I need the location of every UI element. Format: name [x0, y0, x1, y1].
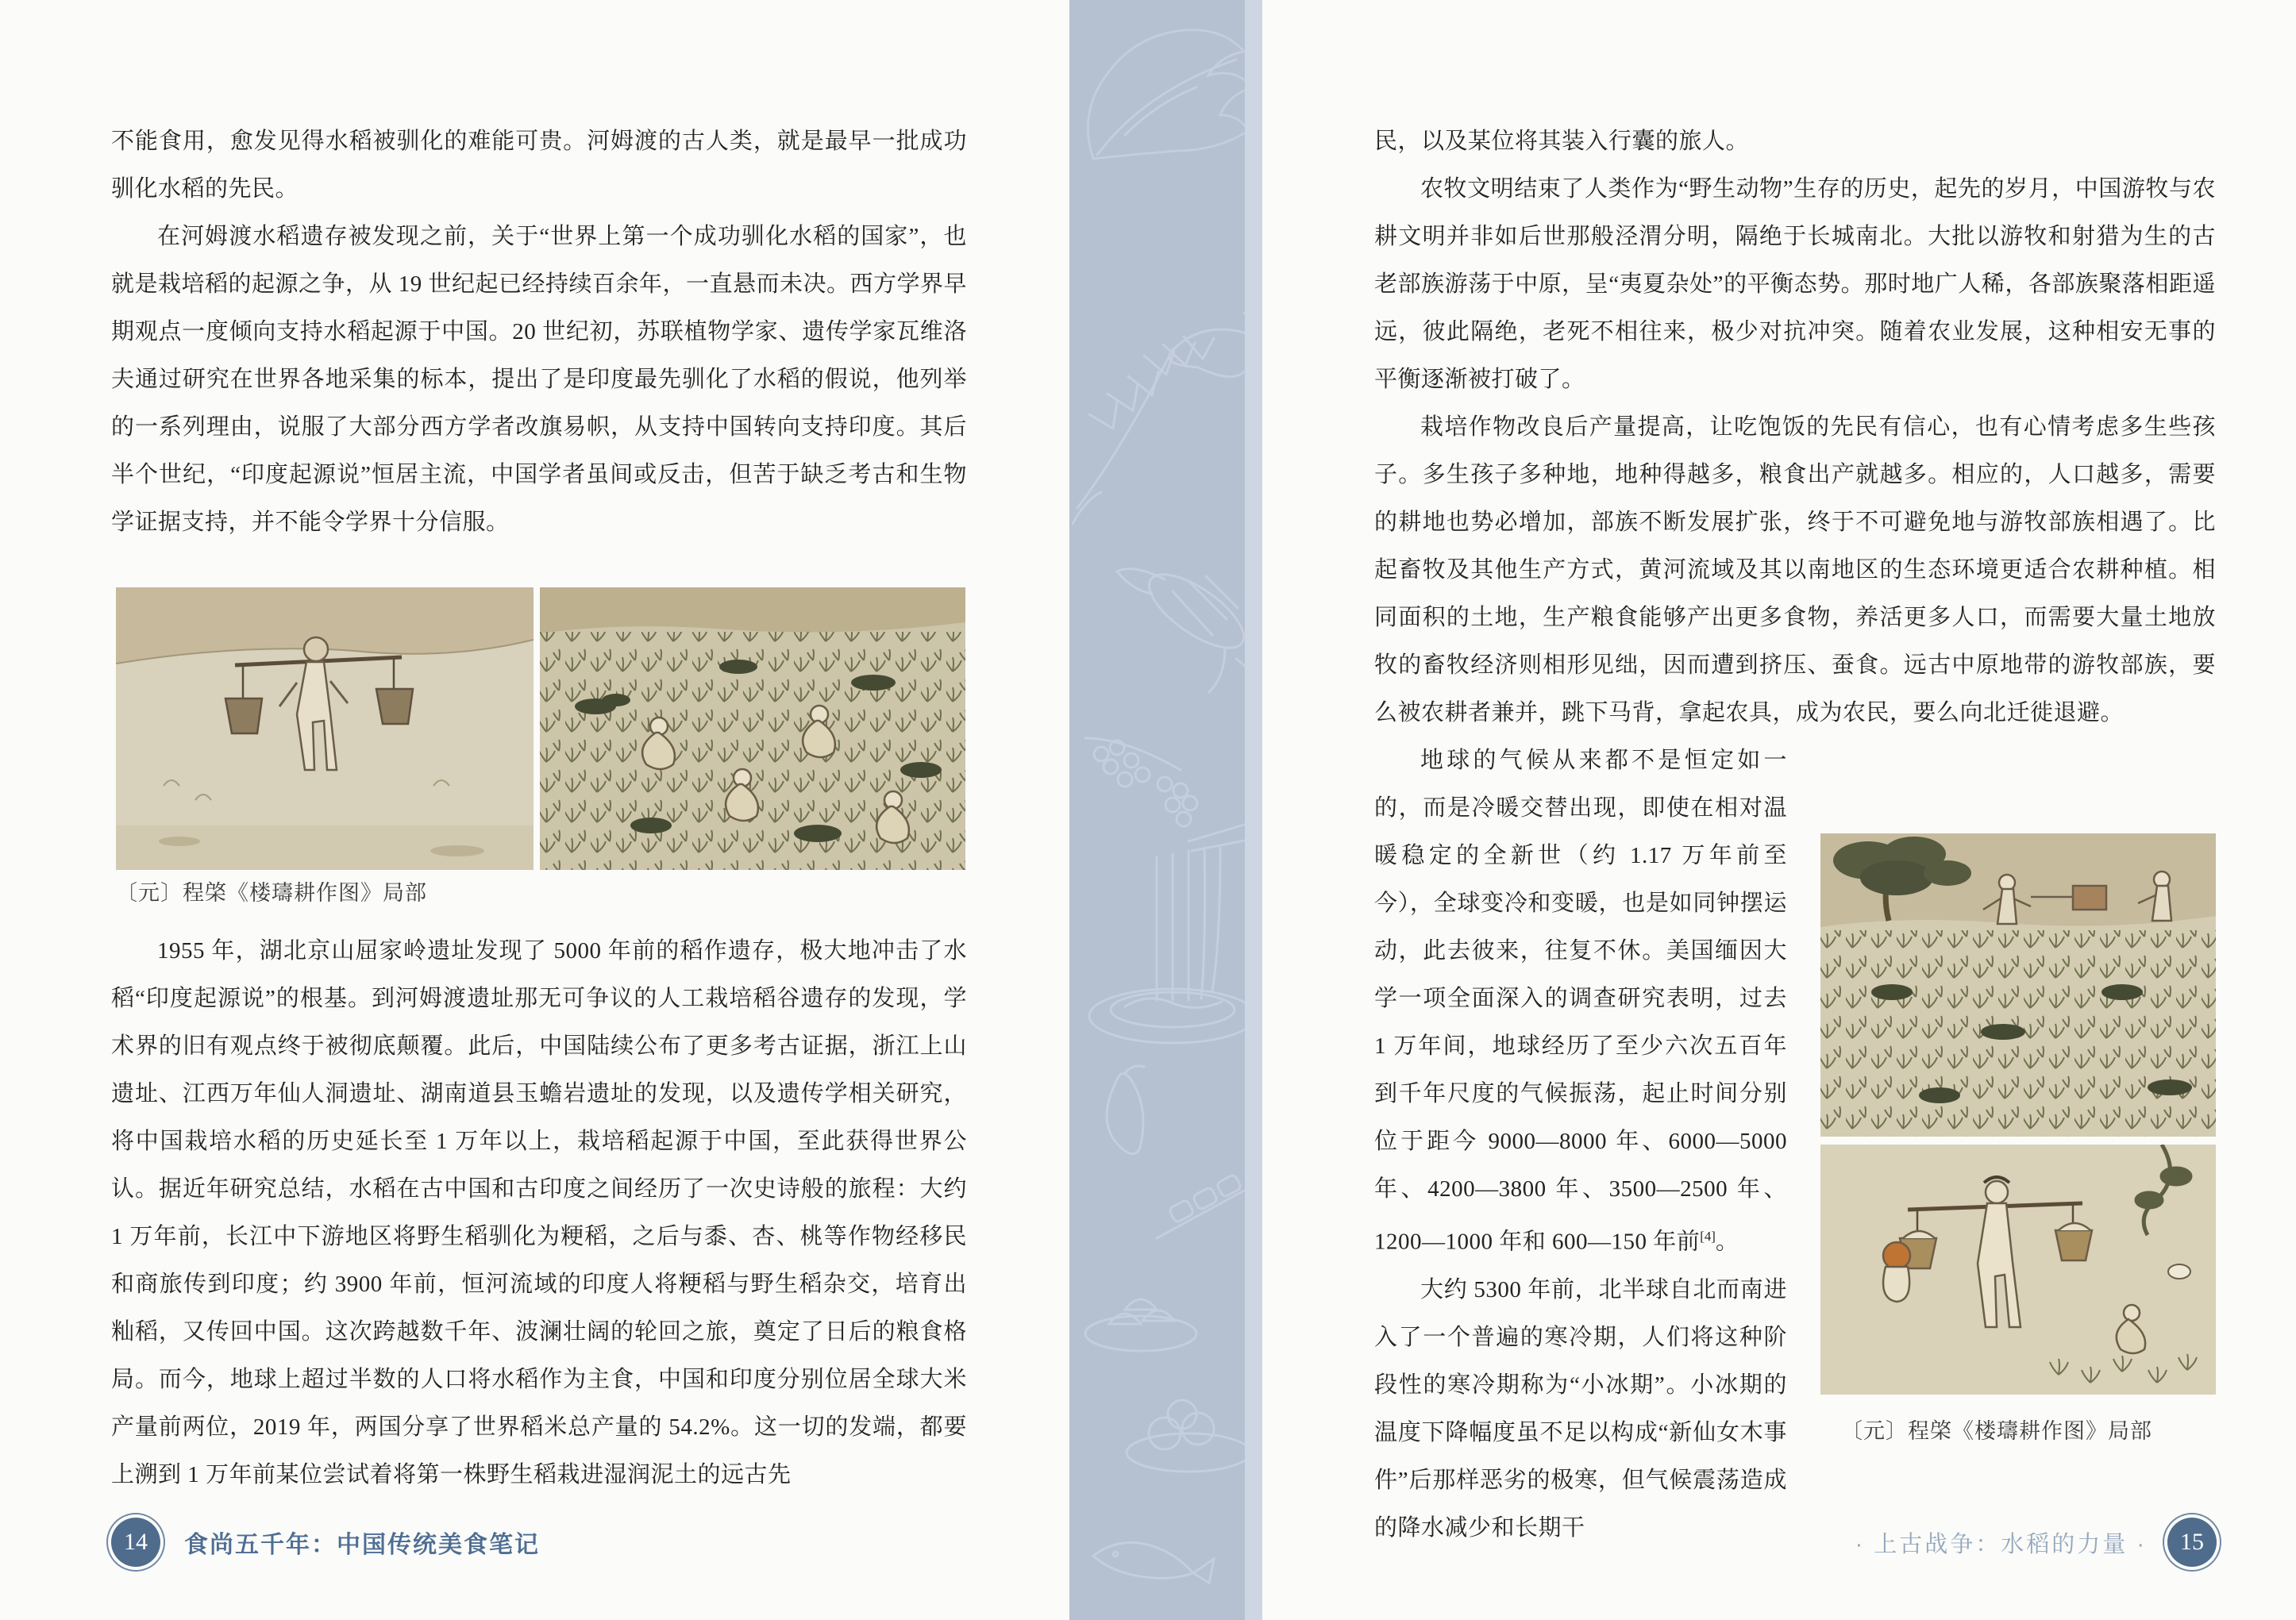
- paragraph: 在河姆渡水稻遗存被发现之前，关于“世界上第一个成功驯化水稻的国家”，也就是栽培稻的起源之争，从 19 世纪起已经持续百余年，一直悬而未决。西方学界早期观点一度倾向支持水稻起源于中国。20 世纪初，苏联植物学家、遗传学家瓦维洛夫通过研究在世界各地采集的标本，提出了是印度最先驯化了水稻的假说，他列举的一系列理由，说服了大部分西方学者改旗易帜，从支持中国转向支持印度。其后半个世纪，“印度起源说”恒居主流，中国学者虽间或反击，但苦于缺乏考古和生物学证据支持，并不能令学界十分信服。: [111, 224, 968, 535]
- chapter-title: · 上古战争：水稻的力量 ·: [1855, 1531, 2147, 1557]
- painting-panel-field-tree: [1820, 833, 2216, 1137]
- paragraph: 农牧文明结束了人类作为“野生动物”生存的历史，起先的岁月，中国游牧与农耕文明并非如后世那般泾渭分明，隔绝于长城南北。大批以游牧和射猎为生的古老部族游荡于中原，呈“夷夏杂处”的平衡态势。那时地广人稀，各部族聚落相距遥远，彼此隔绝，老死不相往来，极少对抗冲突。随着农业发展，这种相安无事的平衡逐渐被打破了。: [1374, 176, 2216, 392]
- footnote-ref: [4]: [1700, 1229, 1716, 1244]
- noodles-bowl-icon: [1089, 822, 1257, 1043]
- grapes-icon: [1085, 738, 1197, 826]
- right-page-text: [1374, 117, 2216, 1552]
- book-title: 食尚五千年：中国传统美食笔记: [184, 1532, 540, 1558]
- skewers-icon: [1157, 1174, 1244, 1238]
- page-number-badge: 15: [2167, 1518, 2217, 1567]
- chili-icon: [1166, 313, 1255, 385]
- lettuce-icon: [1088, 30, 1252, 159]
- dumplings-icon: [1085, 1299, 1196, 1351]
- paragraph-text: 。: [1715, 1229, 1739, 1255]
- spine-decor-band: [1069, 0, 1262, 1620]
- child-figure: [1883, 1242, 1910, 1302]
- right-page-footer: [1747, 1518, 2217, 1567]
- right-figure-caption: 〔元〕程棨《楼璹耕作图》局部: [1841, 1419, 2152, 1443]
- paragraph: 1955 年，湖北京山屈家岭遗址发现了 5000 年前的稻作遗存，极大地冲击了水稻“印度起源说”的根基。到河姆渡遗址那无可争议的人工栽培稻谷遗存的发现，学术界的旧有观点终于被彻底颠覆。此后，中国陆续公布了更多考古证据，浙江上山遗址、江西万年仙人洞遗址、湖南道县玉蟾岩遗址的发现，以及遗传学相关研究，将中国栽培水稻的历史延长至 1 万年以上，栽培稻起源于中国，至此获得世界公认。据近年研究总结，水稻在古中国和古印度之间经历了一次史诗般的旅程：大约 1 万年前，长江中下游地区将野生稻驯化为粳稻，之后与黍、杏、桃等作物经移民和商旅传到印度；约 3900 年前，恒河流域的印度人将粳稻与野生稻杂交，培育出籼稻，又传回中国。这次跨越数千年、波澜壮阔的轮回之旅，奠定了日后的粮食格局。而今，地球上超过半数的人口将水稻作为主食，中国和印度分别位居全球大米产量前两位，2019 年，两国分享了世界稻米总产量的 54.2%。这一切的发端，都要上溯到 1 万年前某位尝试着将第一株野生稻栽进湿润泥土的远古先: [111, 938, 967, 1487]
- buns-plate-icon: [1127, 1400, 1250, 1472]
- paragraph: 大约 5300 年前，北半球自北而南进入了一个普遍的寒冷期，人们将这种阶段性的寒冷期称为“小冰期”。小冰期的温度下降幅度虽不足以构成“新仙女木事件”后那样恶劣的极寒，但气候震荡造成的降水减少和长期干: [1374, 1276, 1787, 1541]
- paragraph-text: 地球的气候从来都不是恒定如一的，而是冷暖交替出现，即使在相对温暖稳定的全新世（约 1.17 万年前至今），全球变冷和变暖，也是如同钟摆运动，此去彼来，往复不休。美国缅因大学一项全面深入的调查研究表明，过去 1 万年间，地球经历了至少六次五百年到千年尺度的气候振荡，起止时间分别位于距今 9000—8000 年、6000—5000 年、4200—3800 年、3500—2500 年、1200—1000 年和 600—150 年前: [1374, 748, 1787, 1255]
- left-figure-caption: 〔元〕程棨《楼璹耕作图》局部: [116, 881, 427, 905]
- fish-icon: [1093, 1542, 1214, 1583]
- painting-panel-farmer: [116, 587, 534, 870]
- painting-panel-carrier: [1820, 1145, 2216, 1395]
- paragraph: 不能食用，愈发见得水稻被驯化的难能可贵。河姆渡的古人类，就是最早一批成功驯化水稻的先民。: [111, 129, 967, 202]
- white-animal: [2168, 1264, 2190, 1279]
- corn-icon: [1117, 561, 1254, 698]
- paragraph: 民，以及某位将其装入行囊的旅人。: [1374, 129, 1750, 154]
- right-painting-float: [1787, 833, 2216, 1521]
- wheat-icon: [1073, 337, 1214, 524]
- paragraph: 栽培作物改良后产量提高，让吃饱饭的先民有信心，也有心情考虑多生些孩子。多生孩子多种地，地种得越多，粮食出产就越多。相应的，人口越多，需要的耕地也势必增加，部族不断发展扩张，终于不可避免地与游牧部族相遇了。比起畜牧及其他生产方式，黄河流域及其以南地区的生态环境更适合农耕种植。相同面积的土地，生产粮食能够产出更多食物，养活更多人口，而需要大量土地放牧的畜牧经济则相形见绌，因而遭到挤压、蚕食。远古中原地带的游牧部族，要么被农耕者兼并，跳下马背，拿起农具，成为农民，要么向北迁徙退避。: [1374, 414, 2216, 725]
- left-page-text-top: [111, 117, 967, 546]
- painting-panel-paddy: [540, 587, 965, 870]
- left-page-footer: [111, 1518, 540, 1567]
- band-edge-stripe: [1245, 0, 1262, 1620]
- page-number-badge: 14: [111, 1518, 160, 1567]
- left-page-text-bottom: [111, 927, 967, 1499]
- left-painting-figure: [116, 587, 965, 870]
- food-lineart: [1069, 0, 1262, 1620]
- small-chili-icon: [1107, 1066, 1144, 1154]
- right-painting-figure: [1820, 833, 2216, 1395]
